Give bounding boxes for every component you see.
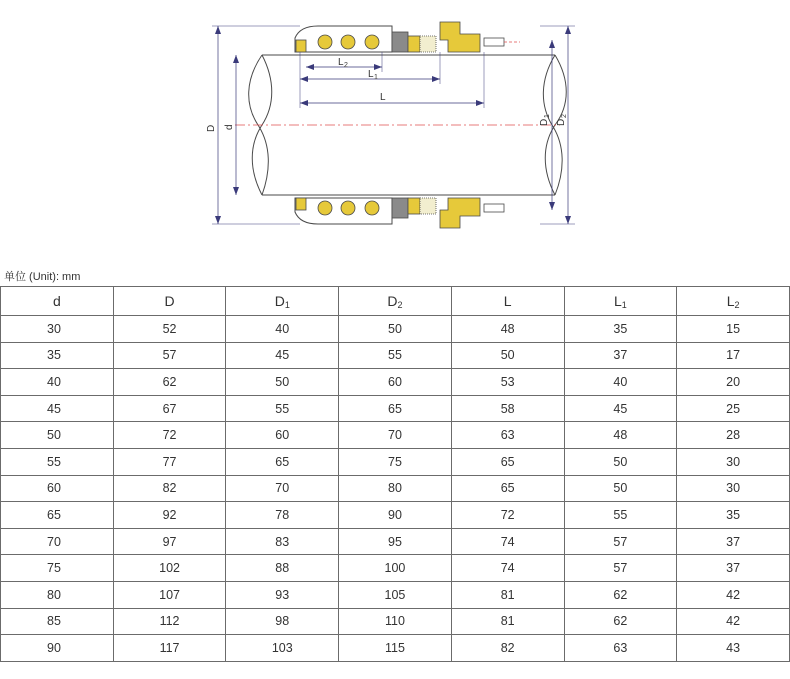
dim-label-D1 [539, 114, 551, 126]
column-header [113, 287, 226, 316]
column-header [677, 287, 790, 316]
column-header [451, 287, 564, 316]
table-cell: 37 [677, 555, 790, 582]
column-header [339, 287, 452, 316]
table-cell: 90 [339, 502, 452, 529]
table-cell: 105 [339, 581, 452, 608]
table-cell: 62 [564, 581, 677, 608]
column-header-subscript: 2 [734, 299, 740, 310]
table-cell: 57 [564, 528, 677, 555]
svg-text:2: 2 [561, 114, 568, 118]
table-cell: 45 [564, 395, 677, 422]
table-row [1, 342, 790, 369]
column-header-label: D [274, 292, 285, 309]
table-row [1, 475, 790, 502]
table-cell: 115 [339, 635, 452, 662]
table-row [1, 395, 790, 422]
svg-text:D: D [539, 118, 550, 126]
column-header [564, 287, 677, 316]
column-header-subscript: 2 [397, 299, 403, 310]
table-cell: 60 [1, 475, 114, 502]
table-cell: 98 [226, 608, 339, 635]
column-header-label: L [726, 292, 735, 309]
table-row [1, 316, 790, 343]
table-row [1, 502, 790, 529]
table-cell: 72 [113, 422, 226, 449]
table-cell: 75 [339, 448, 452, 475]
table-cell: 50 [451, 342, 564, 369]
table-cell: 45 [226, 342, 339, 369]
table-cell: 37 [564, 342, 677, 369]
table-cell: 30 [677, 475, 790, 502]
table-cell: 65 [226, 448, 339, 475]
table-cell: 45 [1, 395, 114, 422]
table-cell: 37 [677, 528, 790, 555]
table-cell: 110 [339, 608, 452, 635]
table-cell: 50 [564, 448, 677, 475]
column-header [226, 287, 339, 316]
table-cell: 55 [564, 502, 677, 529]
table-cell: 90 [1, 635, 114, 662]
table-cell: 74 [451, 528, 564, 555]
table-row [1, 448, 790, 475]
table-cell: 35 [564, 316, 677, 343]
table-cell: 50 [339, 316, 452, 343]
svg-text:L: L [368, 69, 374, 80]
table-cell: 52 [113, 316, 226, 343]
table-cell: 62 [113, 369, 226, 396]
table-cell: 65 [339, 395, 452, 422]
table-cell: 88 [226, 555, 339, 582]
table-cell: 55 [226, 395, 339, 422]
table-cell: 65 [451, 475, 564, 502]
table-cell: 117 [113, 635, 226, 662]
table-cell: 63 [451, 422, 564, 449]
table-row [1, 581, 790, 608]
column-header-label: L [503, 293, 512, 309]
table-cell: 92 [113, 502, 226, 529]
column-header-label: D [164, 293, 175, 309]
column-header-label: d [52, 293, 61, 309]
column-header-label: L [613, 292, 622, 309]
table-cell: 78 [226, 502, 339, 529]
table-cell: 60 [339, 369, 452, 396]
column-header-subscript: 1 [621, 299, 627, 310]
table-cell: 83 [226, 528, 339, 555]
table-cell: 57 [564, 555, 677, 582]
table-cell: 55 [1, 448, 114, 475]
table-cell: 28 [677, 422, 790, 449]
table-cell: 81 [451, 581, 564, 608]
table-cell: 57 [113, 342, 226, 369]
table-cell: 82 [451, 635, 564, 662]
spec-table [0, 286, 790, 662]
column-header-label: D [387, 292, 398, 309]
table-cell: 95 [339, 528, 452, 555]
table-cell: 70 [1, 528, 114, 555]
table-cell: 82 [113, 475, 226, 502]
table-cell: 77 [113, 448, 226, 475]
table-cell: 70 [339, 422, 452, 449]
table-cell: 107 [113, 581, 226, 608]
table-cell: 15 [677, 316, 790, 343]
table-cell: 102 [113, 555, 226, 582]
seal-bottom [295, 198, 504, 228]
table-row [1, 608, 790, 635]
table-cell: 35 [677, 502, 790, 529]
table-cell: 81 [451, 608, 564, 635]
table-cell: 97 [113, 528, 226, 555]
table-cell: 42 [677, 608, 790, 635]
table-cell: 48 [564, 422, 677, 449]
table-cell: 63 [564, 635, 677, 662]
svg-text:2: 2 [344, 62, 348, 69]
table-cell: 53 [451, 369, 564, 396]
table-cell: 50 [564, 475, 677, 502]
dim-label-L2 [338, 57, 348, 69]
seal-cross-section-drawing [0, 0, 790, 240]
column-header-subscript: 1 [284, 299, 290, 310]
table-cell: 50 [1, 422, 114, 449]
table-cell: 93 [226, 581, 339, 608]
table-cell: 72 [451, 502, 564, 529]
table-cell: 100 [339, 555, 452, 582]
table-cell: 80 [339, 475, 452, 502]
table-cell: 40 [564, 369, 677, 396]
svg-text:D: D [556, 118, 567, 126]
table-cell: 55 [339, 342, 452, 369]
dim-label-L1 [368, 69, 378, 81]
table-cell: 65 [1, 502, 114, 529]
table-cell: 25 [677, 395, 790, 422]
table-cell: 20 [677, 369, 790, 396]
table-cell: 112 [113, 608, 226, 635]
table-cell: 70 [226, 475, 339, 502]
table-cell: 48 [451, 316, 564, 343]
dim-label-D: D [206, 124, 217, 132]
table-cell: 30 [677, 448, 790, 475]
table-cell: 43 [677, 635, 790, 662]
table-cell: 58 [451, 395, 564, 422]
table-body [1, 316, 790, 662]
seal-top [295, 22, 520, 52]
table-cell: 85 [1, 608, 114, 635]
table-cell: 62 [564, 608, 677, 635]
table-row [1, 555, 790, 582]
table-cell: 60 [226, 422, 339, 449]
table-cell: 65 [451, 448, 564, 475]
table-cell: 74 [451, 555, 564, 582]
svg-text:L: L [338, 57, 344, 68]
table-header-row [1, 287, 790, 316]
table-cell: 50 [226, 369, 339, 396]
unit-label: 单位 (Unit): mm [4, 271, 81, 283]
table-cell: 40 [226, 316, 339, 343]
dim-label-L: L [380, 92, 386, 103]
dim-label-d: d [224, 124, 235, 130]
table-row [1, 528, 790, 555]
table-cell: 75 [1, 555, 114, 582]
table-cell: 67 [113, 395, 226, 422]
svg-text:1: 1 [544, 114, 551, 118]
table-row [1, 635, 790, 662]
table-cell: 80 [1, 581, 114, 608]
table-cell: 42 [677, 581, 790, 608]
table-row [1, 422, 790, 449]
table-cell: 30 [1, 316, 114, 343]
dim-label-D2 [556, 114, 568, 126]
svg-text:1: 1 [374, 74, 378, 81]
table-cell: 40 [1, 369, 114, 396]
table-cell: 35 [1, 342, 114, 369]
column-header [1, 287, 114, 316]
table-cell: 17 [677, 342, 790, 369]
table-row [1, 369, 790, 396]
table-cell: 103 [226, 635, 339, 662]
